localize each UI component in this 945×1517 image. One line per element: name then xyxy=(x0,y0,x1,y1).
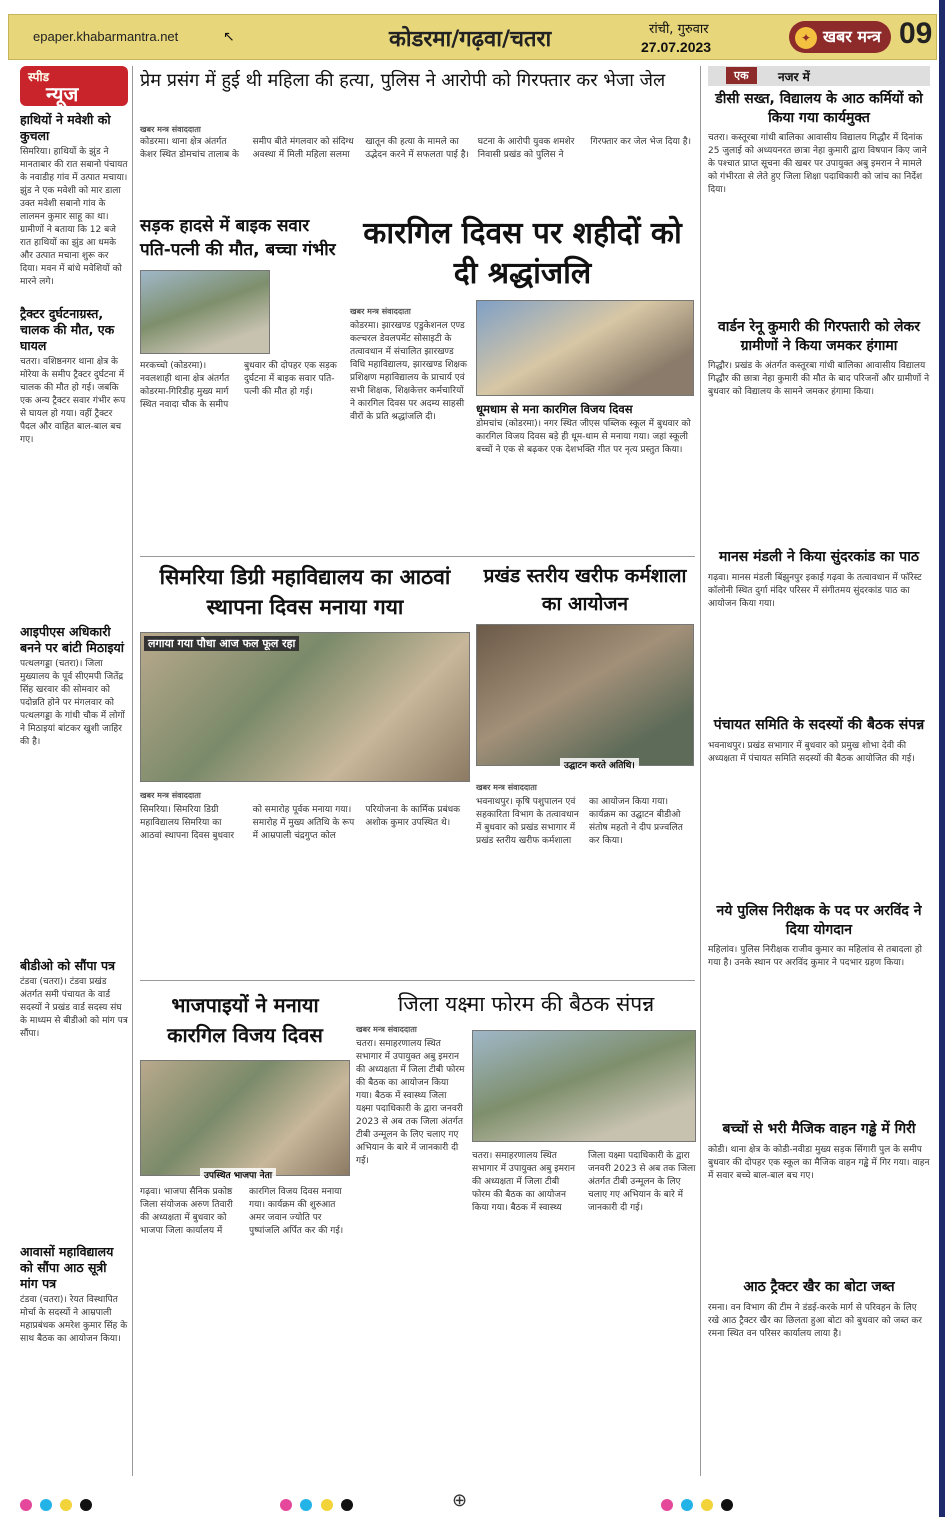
tag-ek: एक xyxy=(726,67,757,84)
page-header xyxy=(8,14,937,60)
byline: खबर मन्त्र संवाददाता xyxy=(350,307,411,316)
registration-dot xyxy=(701,1499,713,1511)
cursor-icon: ↖ xyxy=(223,29,235,45)
badge-top-text: स्पीड xyxy=(28,70,50,84)
page-edge xyxy=(939,0,945,1517)
page-number: 09 xyxy=(899,17,933,50)
dhoom-text: डोमचांच (कोडरमा)। नगर स्थित जीएस पब्लिक स्कूल में बुधवार को कारगिल विजय दिवस बड़े ही धूम-धाम से मनाया गया। जहां स्कूली बच्चों ने एक से बढ़कर एक देशभक्ति गीत पर नृत्य प्रस्तुत किया। xyxy=(476,419,691,455)
left-story-2 xyxy=(20,306,128,616)
site-url[interactable]: epaper.khabarmantra.net xyxy=(33,29,179,44)
bjp-caption: उपस्थित भाजपा नेता xyxy=(200,1168,276,1181)
registration-dot xyxy=(80,1499,92,1511)
dateline-place: रांची, गुरुवार xyxy=(649,22,709,37)
karyashala-caption: उद्घाटन करते अतिथि। xyxy=(560,758,639,771)
story-text: टंडवा (चतरा)। टंडवा प्रखंड अंतर्गत समी पंचायत के वार्ड सदस्यों ने प्रखंड वार्ड सदस्य संघ के माध्यम से बीडीओ को मांग पत्र सौंपा। xyxy=(20,977,128,1039)
right-text-5: महिलांव। पुलिस निरीक्षक राजीव कुमार का महिलांव से तबादला हो गया है। उनके स्थान पर अरविंद कुमार ने पदभार ग्रहण किया। xyxy=(708,945,922,968)
column-divider xyxy=(132,66,133,1476)
accident-text: मरकच्चो (कोडरमा)। नवलशाही थाना क्षेत्र अंतर्गत कोडरमा-गिरिडीह मुख्य मार्ग स्थित नवादा चौक के समीप बुधवार की दोपहर एक सड़क दुर्घटना में बाइक सवार पति-पत्नी की मौत हो गई। xyxy=(140,361,337,410)
story-text: सिमरिया। हाथियों के झुंड ने मानताबार की रात सबानो पंचायत के नवाडीह गांव में उत्पात मचाया। झुंड ने एक मवेशी को मार डाला उक्त मवेशी सबानो गांव के लालमन कुमार साहू का था। ग्रामीणों ने बताया कि 12 बजे रात हाथियों का झुंड आ धमके और उत्पात मचाना शुरू कर दिया। मवन में बांधे मवेशियों को मारने लगे। xyxy=(20,147,128,287)
right-text-1: चतरा। कस्तूरबा गांधी बालिका आवासीय विद्यालय गिद्धौर में दिनांक 25 जुलाई को अध्ययनरत छात्रा नेहा कुमारी द्वारा विषपान किए जाने के पश्चात प्राप्त सूचना की खबर पर उपायुक्त अबु इमरान ने मामले को गंभीरता से लेते हुए जिला शिक्षा पदाधिकारी को जांच का निर्देश दिया। xyxy=(708,133,927,195)
left-story-1 xyxy=(20,112,128,300)
simaria-text: सिमरिया। सिमरिया डिग्री महाविद्यालय सिमरिया का आठवां स्थापना दिवस बुधवार को समारोह पूर्वक मनाया गया। समारोह में मुख्य अतिथि के रूप में आम्रपाली चंद्रगुप्त कोल परियोजना के कार्मिक प्रबंधक अशोक कुमार उपस्थित थे। xyxy=(140,805,461,841)
section-divider xyxy=(140,556,695,557)
right-headline-3: मानस मंडली ने किया सुंदरकांड का पाठ xyxy=(719,549,919,565)
registration-dot xyxy=(341,1499,353,1511)
bjp-text: गढ़वा। भाजपा सैनिक प्रकोष्ठ जिला संयोजक अरुण तिवारी की अध्यक्षता में बुधवार को भाजपा जिला कार्यालय में कारगिल विजय दिवस मनाया गया। कार्यक्रम की शुरुआत अमर जवान ज्योति पर पुष्पांजलि अर्पित कर की गई। xyxy=(140,1187,344,1236)
accident-headline: सड़क हादसे में बाइक सवार पति-पत्नी की मौत, बच्चा गंभीर xyxy=(140,216,336,260)
right-text-3: गढ़वा। मानस मंडली बिंझुनपुर इकाई गढ़वा के तत्वावधान में फॉरेस्ट कॉलोनी स्थित दुर्गा मंदिर परिसर में संगीतमय सुंदरकांड पाठ का आयोजन किया गया। xyxy=(708,573,922,609)
registration-mark-icon: ⊕ xyxy=(452,1490,468,1511)
byline: खबर मन्त्र संवाददाता xyxy=(140,125,201,134)
story-text: पत्थलगड्डा (चतरा)। जिला मुख्यालय के पूर्व सीएमपी जितेंद्र सिंह खरवार की सोमवार को पदोन्नति होने पर मंगलवार को पत्थलगड्डा के गांधी चौक में लोगों ने मिठाइयां बांटकर खुशी जाहिर की है। xyxy=(20,659,125,747)
karyashala-text: भवनाथपुर। कृषि पशुपालन एवं सहकारिता विभाग के तत्वावधान में बुधवार को प्रखंड सभागार में प्रखंड स्तरीय खरीफ कर्मशाला का आयोजन किया गया। कार्यक्रम का उद्घाटन बीडीओ संतोष महतो ने दीप प्रज्वलित कर किया। xyxy=(476,797,683,846)
tb-text: चतरा। समाहरणालय स्थित सभागार में उपायुक्त अबु इमरान की अध्यक्षता में जिला टीबी फोरम की बैठक का आयोजन किया गया। बैठक में स्वास्थ्य जिला यक्ष्मा पदाधिकारी के द्वारा जनवरी 2023 से अब तक जिला अंतर्गत टीबी उन्मूलन के लिए चलाए गए अभियान के बारे में जानकारी दी गई। xyxy=(356,1039,465,1166)
left-story-5 xyxy=(20,1244,128,1474)
story-headline: ट्रैक्टर दुर्घटनाग्रस्त, चालक की मौत, एक घायल xyxy=(20,306,115,353)
left-story-4 xyxy=(20,958,128,1238)
banner-story-text: कोडरमा। थाना क्षेत्र अंतर्गत केशर स्थित डोमचांच तालाब के समीप बीते मंगलवार को संदिग्ध अवस्था में मिली महिला सलमा खातून की हत्या के मामले का उद्भेदन करने में सफलता पाई है। घटना के आरोपी युवक शमशेर निवासी प्रखंड को पुलिस ने गिरफ्तार कर जेल भेज दिया है। xyxy=(140,137,691,160)
right-headline-5: नये पुलिस निरीक्षक के पद पर अरविंद ने दिया योगदान xyxy=(716,903,922,938)
tb-photo xyxy=(472,1030,696,1142)
simaria-headline: सिमरिया डिग्री महाविद्यालय का आठवां स्थापना दिवस मनाया गया xyxy=(159,565,451,619)
registration-dot xyxy=(721,1499,733,1511)
dateline-date: 27.07.2023 xyxy=(641,39,712,55)
registration-dot xyxy=(280,1499,292,1511)
registration-dot xyxy=(681,1499,693,1511)
banner-headline: प्रेम प्रसंग में हुई थी महिला की हत्या, पुलिस ने आरोपी को गिरफ्तार कर भेजा जेल xyxy=(140,70,666,91)
story-text: टंडवा (चतरा)। रेयत विस्थापित मोर्चा के सदस्यों ने आम्रपाली महाप्रबंधक अमरेश कुमार सिंह के साथ बैठक का आयोजन किया। xyxy=(20,1295,128,1344)
right-text-2: गिद्धौर। प्रखंड के अंतर्गत कस्तूरबा गांधी बालिका आवासीय विद्यालय गिद्धौर की छात्रा नेहा कुमारी की मौत के बाद परिजनों और ग्रामीणों ने बुधवार को विद्यालय के सामने जमकर हंगामा किया। xyxy=(708,361,930,397)
column-divider xyxy=(700,66,701,1476)
simaria-photo xyxy=(140,632,470,782)
story-text: चतरा। वशिष्ठनगर थाना क्षेत्र के मोरेया के समीप ट्रैक्टर दुर्घटना में चालक की मौत हो गई। जबकि एक अन्य ट्रैक्टर सवार गंभीर रूप से घायल हो गया। वहीं ट्रैक्टर पैदल और वाहित बाल-बाल बच गए। xyxy=(20,357,126,445)
print-registration-dots xyxy=(20,1494,925,1510)
tb-text-continued: चतरा। समाहरणालय स्थित सभागार में उपायुक्त अबु इमरान की अध्यक्षता में जिला टीबी फोरम की बैठक का आयोजन किया गया। बैठक में स्वास्थ्य जिला यक्ष्मा पदाधिकारी के द्वारा जनवरी 2023 से अब तक जिला अंतर्गत टीबी उन्मूलन के लिए चलाए गए अभियान के बारे में जानकारी दी गई। xyxy=(472,1151,696,1213)
karyashala-photo xyxy=(476,624,694,766)
speed-news-badge xyxy=(20,66,128,106)
badge-main-text: न्यूज xyxy=(46,82,79,106)
right-text-7: रमना। वन विभाग की टीम ने डंडई-करके मार्ग से परिवहन के लिए रखे आठ ट्रैक्टर खैर का छिलता हुआ बोटा को बुधवार को जब्त कर रमना स्थित वन परिसर कार्यालय लाया है। xyxy=(708,1303,922,1339)
karyashala-headline: प्रखंड स्तरीय खरीफ कर्मशाला का आयोजन xyxy=(483,565,687,615)
section-divider xyxy=(140,980,695,981)
right-headline-7: आठ ट्रैक्टर खैर का बोटा जब्त xyxy=(743,1279,895,1295)
simaria-caption: लगाया गया पौधा आज फल फूल रहा xyxy=(144,636,299,651)
right-headline-2: वार्डन रेनू कुमारी की गिरफ्तारी को लेकर ग्रामीणों ने किया जमकर हंगामा xyxy=(718,319,920,354)
brand-badge xyxy=(789,21,891,53)
right-headline-6: बच्चों से भरी मैजिक वाहन गड्ढे में गिरी xyxy=(722,1121,916,1137)
bjp-photo xyxy=(140,1060,350,1176)
right-headline-1: डीसी सख्त, विद्यालय के आठ कर्मियों को किया गया कार्यमुक्त xyxy=(715,91,923,126)
byline: खबर मन्त्र संवाददाता xyxy=(476,783,537,792)
byline: खबर मन्त्र संवाददाता xyxy=(140,791,201,800)
registration-dot xyxy=(20,1499,32,1511)
brand-name: खबर मन्त्र xyxy=(823,27,881,46)
brand-logo-icon: ✦ xyxy=(795,27,817,49)
registration-dot xyxy=(661,1499,673,1511)
kargil-text: कोडरमा। झारखण्ड एडुकेशनल एण्ड कल्चरल डेवलपमेंट सोसाइटी के तत्वावधान में संचालित झारखण्ड विधि महाविद्यालय, झारखण्ड शिक्षक प्रशिक्षण महाविद्यालय के प्राचार्य एवं सभी शिक्षक, शिक्षकेत्तर कर्मचारियों ने कारगिल दिवस पर अदम्य साहसी वीरों के प्रति श्रद्धांजलि दी। xyxy=(350,321,467,422)
right-headline-4: पंचायत समिति के सदस्यों की बैठक संपन्न xyxy=(713,717,925,733)
registration-dot xyxy=(60,1499,72,1511)
story-headline: आइपीएस अधिकारी बनने पर बांटी मिठाइयां xyxy=(20,624,125,655)
edition-title: कोडरमा/गढ़वा/चतरा xyxy=(389,27,552,52)
byline: खबर मन्त्र संवाददाता xyxy=(356,1025,417,1034)
story-headline: बीडीओ को सौंपा पत्र xyxy=(20,958,116,973)
registration-dot xyxy=(40,1499,52,1511)
right-text-4: भवनाथपुर। प्रखंड सभागार में बुधवार को प्रमुख शोभा देवी की अध्यक्षता में पंचायत समिति सदस्यों की बैठक आयोजित की गई। xyxy=(708,741,915,764)
kargil-photo xyxy=(476,300,694,396)
left-story-3 xyxy=(20,624,128,954)
tag-najar: नजर में xyxy=(778,70,810,84)
ek-najar-tag xyxy=(708,66,930,86)
tb-headline: जिला यक्ष्मा फोरम की बैठक संपन्न xyxy=(397,992,655,1016)
story-headline: आवासों महाविद्यालय को सौंपा आठ सूत्री मांग पत्र xyxy=(20,1244,114,1291)
accident-photo xyxy=(140,270,270,354)
registration-dot xyxy=(300,1499,312,1511)
story-headline: हाथियों ने मवेशी को कुचला xyxy=(20,112,111,143)
dhoom-headline: धूमधाम से मना कारगिल विजय दिवस xyxy=(476,402,633,416)
right-text-6: कोडी। थाना क्षेत्र के कोडी-नवीडा मुख्य सड़क सिंगारी पुल के समीप बुधवार की दोपहर एक स्कूल का मैजिक वाहन गड्ढे में गिर गया। वाहन में सवार बच्चे बाल-बाल बच गए। xyxy=(708,1145,930,1181)
kargil-headline: कारगिल दिवस पर शहीदों को दी श्रद्धांजलि xyxy=(363,216,682,291)
bjp-headline: भाजपाइयों ने मनाया कारगिल विजय दिवस xyxy=(167,993,323,1047)
registration-dot xyxy=(321,1499,333,1511)
